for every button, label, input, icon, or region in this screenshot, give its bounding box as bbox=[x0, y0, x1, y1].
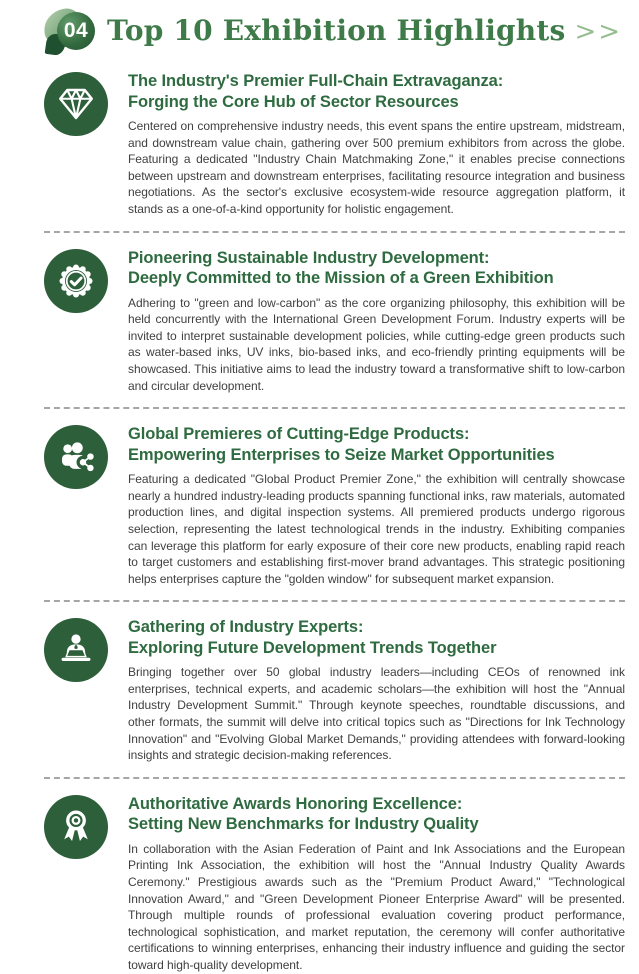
section-icon-circle bbox=[44, 795, 108, 859]
section-heading-line2: Exploring Future Development Trends Together bbox=[128, 638, 497, 657]
section-heading bbox=[128, 617, 625, 658]
section-icon-circle bbox=[44, 72, 108, 136]
page-title-text: Top 10 Exhibition Highlights bbox=[107, 14, 566, 48]
section-heading-line2: Empowering Enterprises to Seize Market Opportunities bbox=[128, 445, 555, 464]
section-heading-line2: Setting New Benchmarks for Industry Quality bbox=[128, 815, 479, 834]
section-number-badge bbox=[44, 8, 96, 55]
section-body: Centered on comprehensive industry needs, this event spans the entire upstream, midstream, and downstream value chain, gathering over 500 premium exhibitors from across the globe. Featuring a dedicated "Industry Chain Matchmaking Zone," it enables precise connections between upstream and downstream enterprises, facilitating resource integration and business negotiations. As the sector's exclusive ecosystem-wide resource aggregation platform, it stands as a one-of-a-kind opportunity for holistic engagement. bbox=[128, 119, 625, 216]
badge-number: 04 bbox=[57, 12, 95, 50]
section-body: Adhering to "green and low-carbon" as the core organizing philosophy, this exhibition will be held concurrently with the International Green Development Forum. Industry experts will be invited to interpret sustainable development policies, while cutting-edge green products such as water-based inks, UV inks, bio-based inks, and eco-friendly printing equipments will be showcased. This initiative aims to lead the industry toward a transformative shift to low-carbon and circular development. bbox=[128, 295, 625, 393]
section-body: Bringing together over 50 global industry leaders—including CEOs of renowned ink enterprises, technical experts, and academic scholars—the exhibition will host the "Annual Industry Development Summit." Through keynote speeches, roundtable discussions, and other formats, the summit will delve into critical topics such as "Directions for Ink Technology Innovation" and "Evolving Global Market Demands," providing attendees with forward-looking insights and strategic decision-making references. bbox=[128, 665, 625, 763]
dashed-divider bbox=[44, 777, 625, 779]
seal-check-icon bbox=[55, 260, 97, 302]
double-chevron-icon: >> bbox=[574, 17, 623, 48]
section-icon-circle bbox=[44, 618, 108, 682]
people-share-icon bbox=[55, 436, 97, 478]
dashed-divider bbox=[44, 231, 625, 233]
section-content bbox=[128, 248, 625, 395]
highlight-section bbox=[44, 617, 625, 764]
section-content bbox=[128, 71, 625, 218]
dashed-divider bbox=[44, 407, 625, 409]
highlights-list bbox=[44, 71, 625, 974]
highlight-section bbox=[44, 248, 625, 395]
section-heading bbox=[128, 794, 625, 835]
highlight-section bbox=[44, 71, 625, 218]
section-heading bbox=[128, 248, 625, 289]
section-heading-line2: Deeply Committed to the Mission of a Green Exhibition bbox=[128, 269, 554, 288]
section-content bbox=[128, 617, 625, 764]
highlight-section bbox=[44, 794, 625, 974]
section-heading-line1: Global Premieres of Cutting-Edge Products: bbox=[128, 425, 470, 444]
section-heading-line1: Gathering of Industry Experts: bbox=[128, 618, 364, 637]
section-icon-circle bbox=[44, 249, 108, 313]
section-body: In collaboration with the Asian Federation of Paint and Ink Associations and the European Printing Ink Association, the exhibition will host the "Annual Industry Quality Awards Ceremony." Prestigious awards such as the "Premium Product Award," "Technological Innovation Award," and "Green Development Pioneer Enterprise Award" will be presented. Through multiple rounds of professional evaluation covering product performance, technological sophistication, and market reputation, the ceremony will confer authoritative certifications to winning enterprises, enhancing their industry influence and guiding the sector toward high-quality development. bbox=[128, 841, 625, 972]
highlight-section bbox=[44, 424, 625, 587]
page-title bbox=[107, 16, 622, 47]
section-heading-line2: Forging the Core Hub of Sector Resources bbox=[128, 92, 459, 111]
section-content bbox=[128, 794, 625, 974]
section-body: Featuring a dedicated "Global Product Premier Zone," the exhibition will centrally showcase nearly a hundred industry-leading products spanning functional inks, raw materials, automated production lines, and digital inspection systems. All premiered products undergo rigorous selection, representing the latest technological trends in the industry. Exhibiting companies can leverage this platform for early exposure of their core new products, enabling rapid reach to target customers and establishing first-mover brand advantages. This strategic positioning helps enterprises capture the "golden window" for subsequent market expansion. bbox=[128, 472, 625, 586]
section-heading-line1: The Industry's Premier Full-Chain Extravaganza: bbox=[128, 72, 504, 90]
section-heading-line1: Pioneering Sustainable Industry Development: bbox=[128, 248, 490, 267]
section-heading bbox=[128, 424, 625, 465]
section-icon-circle bbox=[44, 425, 108, 489]
section-heading-line1: Authoritative Awards Honoring Excellence: bbox=[128, 794, 463, 813]
speaker-laptop-icon bbox=[55, 629, 97, 671]
dashed-divider bbox=[44, 600, 625, 602]
section-heading bbox=[128, 71, 625, 112]
page-header bbox=[44, 8, 625, 55]
medal-icon bbox=[55, 806, 97, 848]
section-content bbox=[128, 424, 625, 587]
diamond-icon bbox=[55, 83, 97, 125]
